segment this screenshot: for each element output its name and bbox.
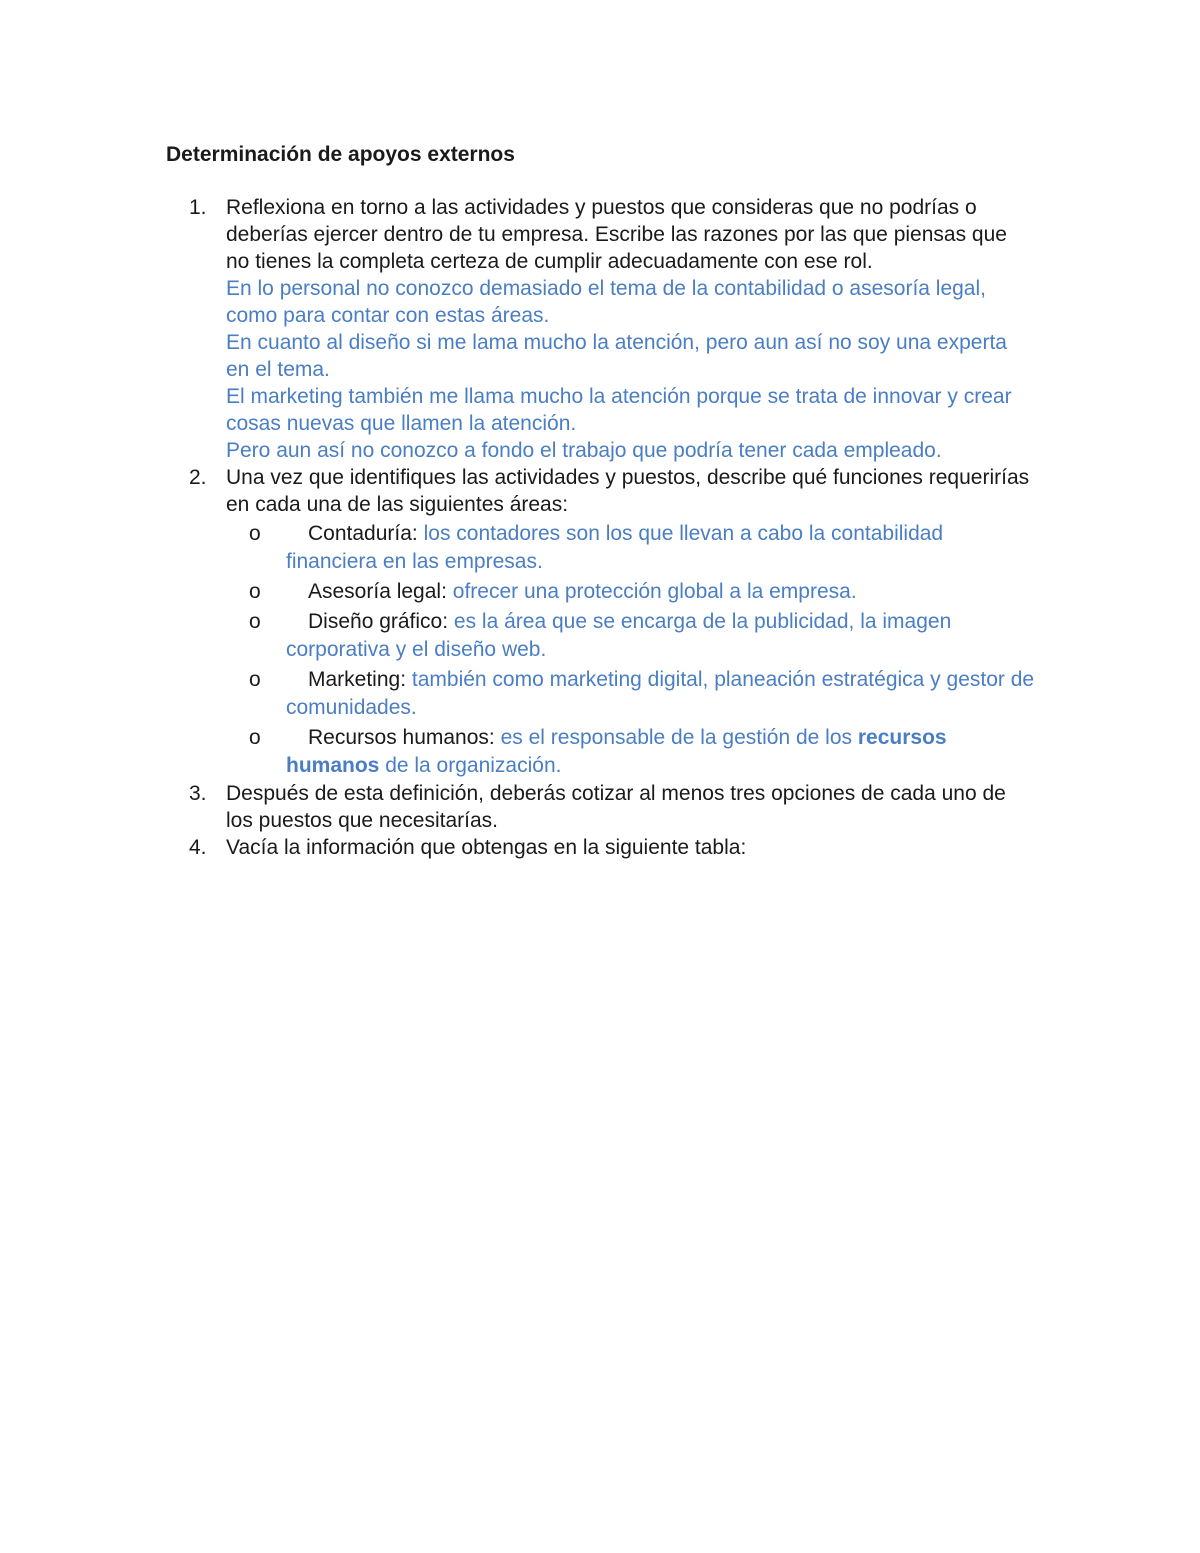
question-text: Vacía la información que obtengas en la siguiente tabla: — [226, 836, 747, 859]
list-number: 2. — [189, 466, 207, 489]
sub-item-answer: es la área que se encarga de la publicidad, la imagen corporativa y el diseño web. — [286, 610, 952, 661]
sub-item-label: Diseño gráfico: — [308, 610, 449, 633]
bullet-marker: o — [249, 668, 261, 691]
sub-item-label: Recursos humanos: — [308, 726, 495, 749]
sub-item-label: Contaduría: — [308, 522, 418, 545]
sub-item-contaduria — [0, 520, 1036, 576]
sub-item-label: Asesoría legal: — [308, 580, 447, 603]
sub-item-recursos-humanos — [0, 724, 1036, 780]
sub-item-answer: de la organización. — [385, 754, 562, 777]
answer-line: En lo personal no conozco demasiado el tema de la contabilidad o asesoría legal, como para contar con estas áreas. — [226, 277, 986, 327]
list-item-1 — [0, 194, 1036, 464]
question-text: Una vez que identifiques las actividades y puestos, describe qué funciones requerirías en cada una de las siguientes áreas: — [226, 466, 1030, 516]
list-number: 4. — [189, 836, 207, 859]
list-item-3 — [0, 780, 1036, 834]
answer-line: El marketing también me llama mucho la atención porque se trata de innovar y crear cosas nuevas que llamen la atención. — [226, 385, 1012, 435]
document-title: Determinación de apoyos externos — [166, 143, 515, 166]
list-item-4 — [0, 834, 1036, 861]
sub-item-answer: también como marketing digital, planeación estratégica y gestor de comunidades. — [286, 668, 1035, 719]
sub-item-answer: los contadores son los que llevan a cabo la contabilidad financiera en las empresas. — [286, 522, 944, 573]
sub-item-answer: es el responsable de la gestión de los — [500, 726, 853, 749]
numbered-list — [0, 194, 1200, 861]
sub-item-diseno-grafico — [0, 608, 1036, 664]
question-text: Reflexiona en torno a las actividades y puestos que consideras que no podrías o deberías ejercer dentro de tu empresa. Escribe las razones por las que piensas que no tienes la completa certeza de cumplir adecuadamente con ese rol. — [226, 196, 1007, 273]
bullet-marker: o — [249, 522, 261, 545]
sub-item-label: Marketing: — [308, 668, 407, 691]
bullet-marker: o — [249, 726, 261, 749]
sub-item-answer-bold: recursos humanos — [286, 726, 947, 777]
list-item-2 — [0, 464, 1036, 518]
question-text: Después de esta definición, deberás cotizar al menos tres opciones de cada uno de los puestos que necesitarías. — [226, 782, 1006, 832]
bullet-marker: o — [249, 580, 261, 603]
answer-line: Pero aun así no conozco a fondo el trabajo que podría tener cada empleado. — [226, 439, 942, 462]
list-number: 3. — [189, 782, 207, 805]
sub-item-answer: ofrecer una protección global a la empresa. — [452, 580, 857, 603]
bullet-marker: o — [249, 610, 261, 633]
list-number: 1. — [189, 196, 207, 219]
sub-item-asesoria-legal — [0, 578, 1036, 606]
answer-line: En cuanto al diseño si me lama mucho la atención, pero aun así no soy una experta en el tema. — [226, 331, 1007, 381]
sub-item-marketing — [0, 666, 1036, 722]
